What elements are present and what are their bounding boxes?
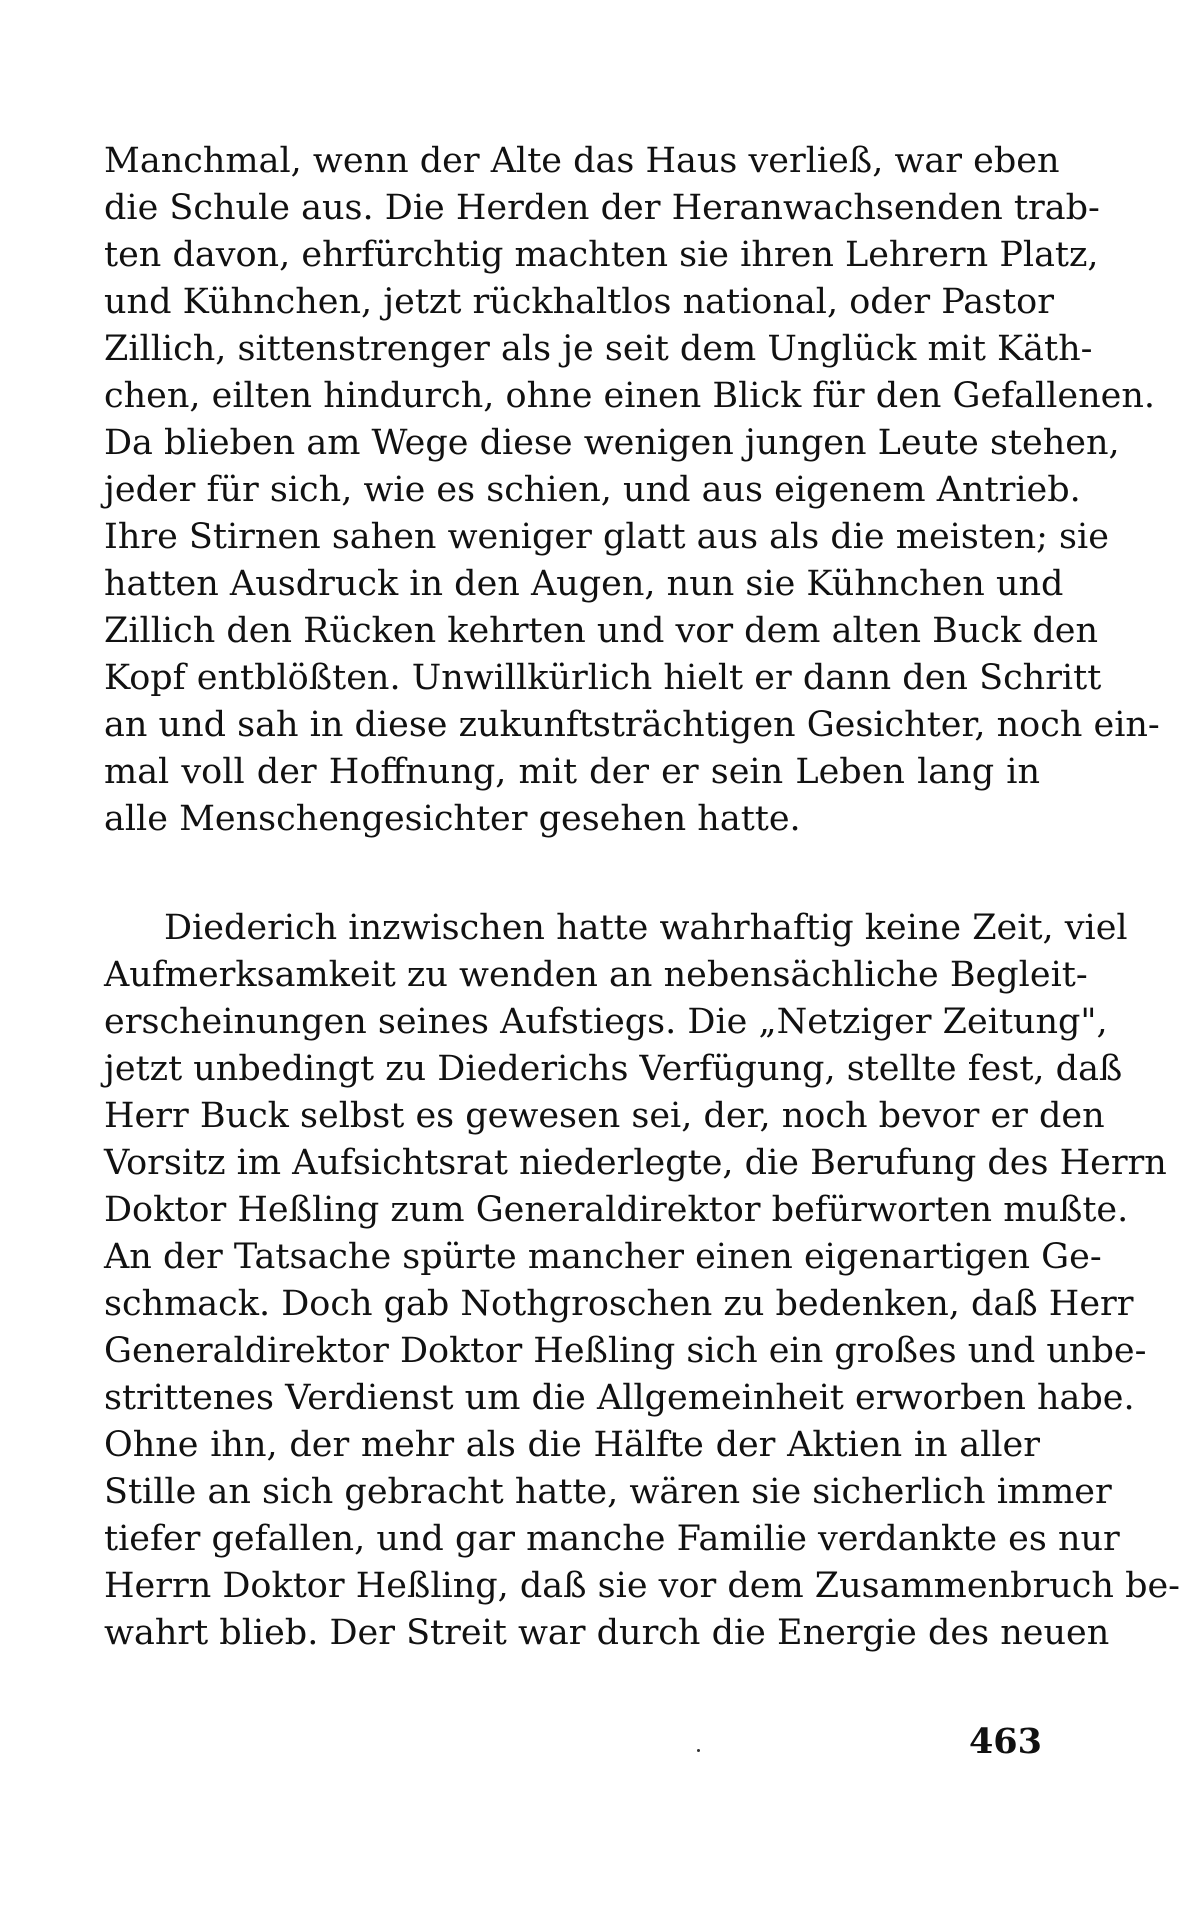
- text-line: Stille an sich gebracht hatte, wären sie sicherlich immer: [104, 1472, 1112, 1512]
- text-line: chen, eilten hindurch, ohne einen Blick für den Gefallenen.: [104, 376, 1156, 416]
- text-line: Generaldirektor Doktor Heßling sich ein großes und unbe-: [104, 1331, 1147, 1371]
- text-line: ten davon, ehrfürchtig machten sie ihren Lehrern Platz,: [104, 235, 1099, 275]
- text-line: Doktor Heßling zum Generaldirektor befürworten mußte.: [104, 1190, 1129, 1230]
- text-line: an und sah in diese zukunftsträchtigen Gesichter, noch ein-: [104, 705, 1160, 745]
- text-line: Herr Buck selbst es gewesen sei, der, noch bevor er den: [104, 1096, 1105, 1136]
- text-line: Herrn Doktor Heßling, daß sie vor dem Zusammenbruch be-: [104, 1566, 1180, 1606]
- text-line: Aufmerksamkeit zu wenden an nebensächliche Begleit-: [104, 955, 1088, 995]
- text-line: Zillich, sittenstrenger als je seit dem Unglück mit Käth-: [104, 329, 1093, 369]
- text-line: Ohne ihn, der mehr als die Hälfte der Aktien in aller: [104, 1425, 1040, 1465]
- text-line: alle Menschengesichter gesehen hatte.: [104, 799, 801, 839]
- text-line: Ihre Stirnen sahen weniger glatt aus als die meisten; sie: [104, 517, 1109, 557]
- text-line: tiefer gefallen, und gar manche Familie verdankte es nur: [104, 1519, 1120, 1559]
- text-line: Manchmal, wenn der Alte das Haus verließ, war eben: [104, 141, 1060, 181]
- text-line: erscheinungen seines Aufstiegs. Die „Netziger Zeitung",: [104, 1002, 1108, 1042]
- paragraph-2: [104, 905, 1180, 1657]
- paragraph-1: [104, 138, 1160, 843]
- text-line: Zillich den Rücken kehrten und vor dem alten Buck den: [104, 611, 1098, 651]
- text-line: Da blieben am Wege diese wenigen jungen Leute stehen,: [104, 423, 1120, 463]
- page-number: 463: [968, 1721, 1042, 1762]
- text-line: An der Tatsache spürte mancher einen eigenartigen Ge-: [104, 1237, 1102, 1277]
- text-line: Vorsitz im Aufsichtsrat niederlegte, die Berufung des Herrn: [104, 1143, 1167, 1183]
- text-line: jetzt unbedingt zu Diederichs Verfügung, stellte fest, daß: [104, 1049, 1123, 1089]
- text-line: strittenes Verdienst um die Allgemeinheit erworben habe.: [104, 1378, 1135, 1418]
- text-line: mal voll der Hoffnung, mit der er sein Leben lang in: [104, 752, 1040, 792]
- print-speck: [697, 1749, 700, 1752]
- text-line: hatten Ausdruck in den Augen, nun sie Kühnchen und: [104, 564, 1064, 604]
- text-line: Kopf entblößten. Unwillkürlich hielt er dann den Schritt: [104, 658, 1102, 698]
- text-line: Diederich inzwischen hatte wahrhaftig keine Zeit, viel: [164, 908, 1128, 948]
- text-line: die Schule aus. Die Herden der Heranwachsenden trab-: [104, 188, 1100, 228]
- text-line: und Kühnchen, jetzt rückhaltlos national, oder Pastor: [104, 282, 1054, 322]
- text-line: jeder für sich, wie es schien, und aus eigenem Antrieb.: [104, 470, 1081, 510]
- text-line: schmack. Doch gab Nothgroschen zu bedenken, daß Herr: [104, 1284, 1134, 1324]
- text-line: wahrt blieb. Der Streit war durch die Energie des neuen: [104, 1613, 1110, 1653]
